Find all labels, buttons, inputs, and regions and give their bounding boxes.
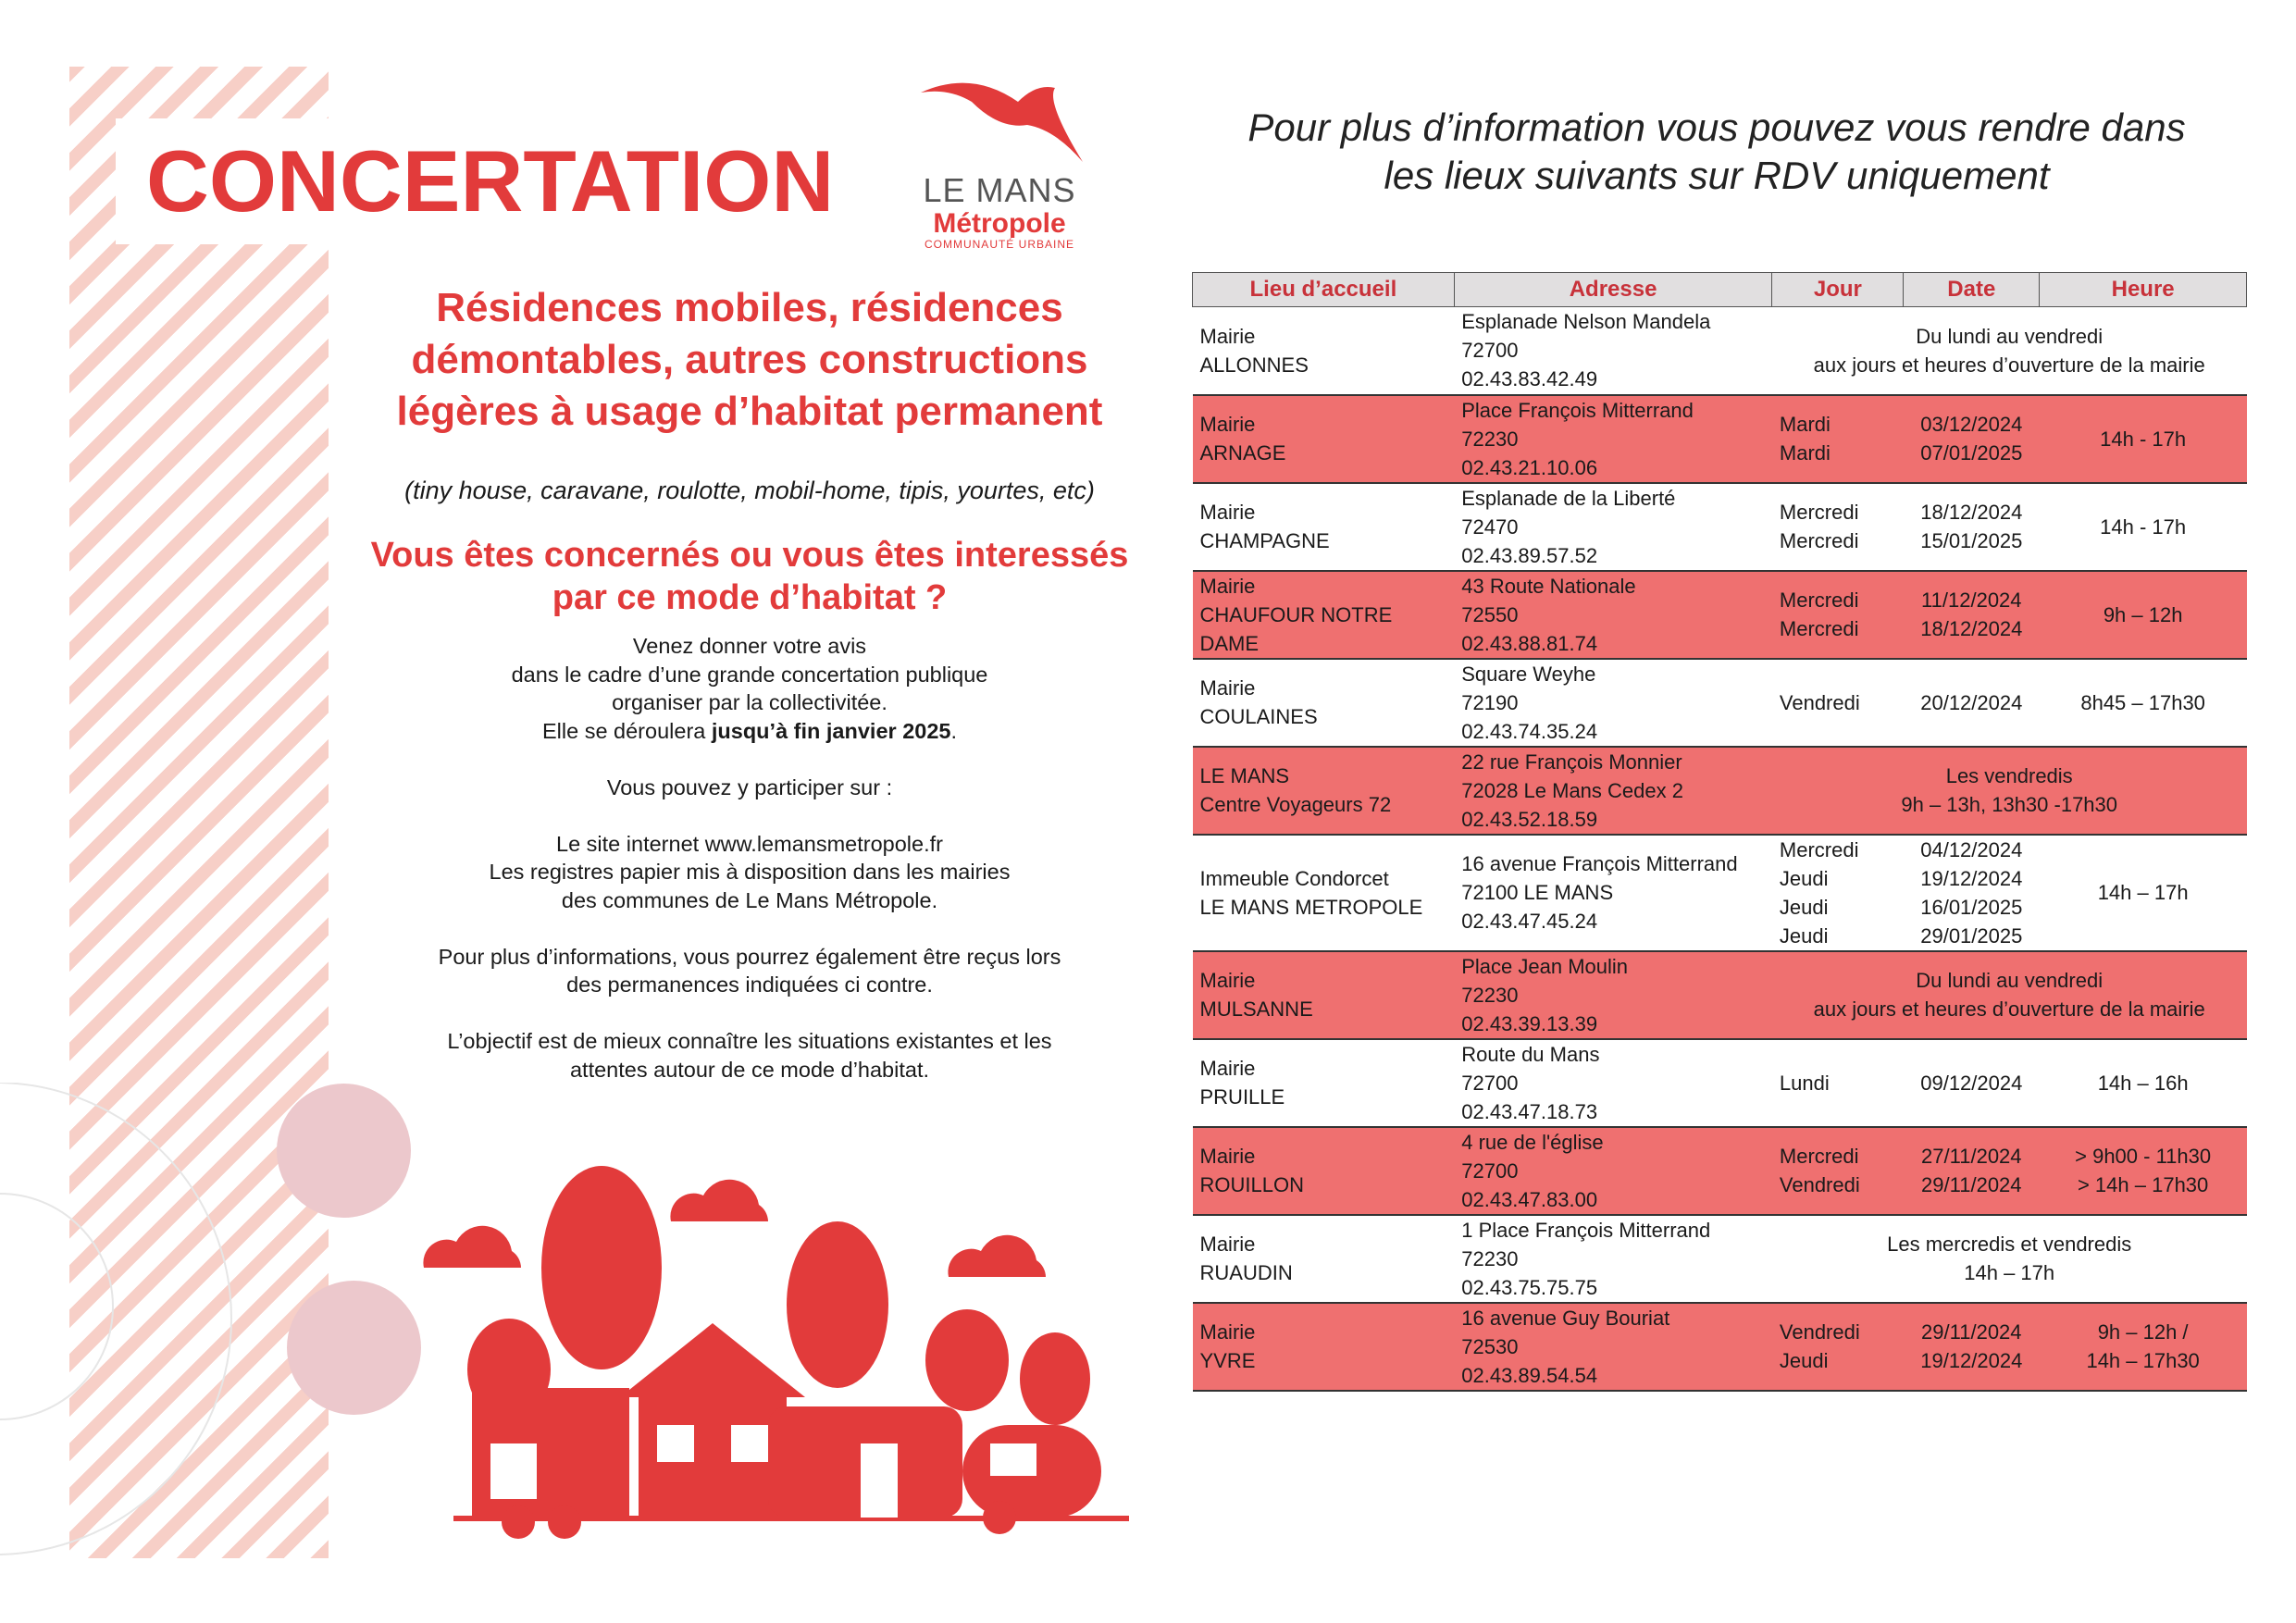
cell-jour <box>1772 1303 1904 1391</box>
cell-lieu <box>1193 951 1455 1039</box>
body-line: Venez donner votre avis <box>632 634 867 658</box>
lieu-line: ROUILLON <box>1199 1173 1304 1196</box>
adresse-line: 1 Place François Mitterrand <box>1461 1218 1711 1242</box>
jour-line: Mercredi <box>1779 588 1859 612</box>
tree-icon <box>541 1166 662 1369</box>
lieu-line: Mairie <box>1199 1320 1256 1344</box>
lieu-line: COULAINES <box>1199 705 1318 728</box>
cell-adresse <box>1454 1127 1772 1215</box>
cell-adresse <box>1454 1303 1772 1391</box>
adresse-line: Place Jean Moulin <box>1461 954 1629 978</box>
adresse-line: 72230 <box>1461 1246 1519 1270</box>
cell-heure <box>2040 1039 2247 1127</box>
cell-heure <box>2040 483 2247 571</box>
adresse-line: 02.43.52.18.59 <box>1461 807 1598 831</box>
header-adresse: Adresse <box>1454 273 1772 307</box>
text: Elle se déroulera <box>541 718 712 743</box>
lieu-line: Mairie <box>1199 969 1256 992</box>
merged-line: Du lundi au vendredi <box>1916 969 2104 992</box>
merged-line: Du lundi au vendredi <box>1916 324 2104 348</box>
info-heading-line: Pour plus d’information vous pouvez vous rendre dans <box>1247 105 2186 149</box>
body-line: Pour plus d’informations, vous pourrez également être reçus lors <box>438 944 1061 969</box>
heure-line: 14h – 17h30 <box>2086 1349 2200 1372</box>
body-line: des permanences indiquées ci contre. <box>566 973 933 997</box>
lieu-line: ARNAGE <box>1199 441 1286 465</box>
adresse-line: 02.43.89.57.52 <box>1461 543 1598 567</box>
cell-jour <box>1772 483 1904 571</box>
adresse-line: 72700 <box>1461 1158 1519 1183</box>
adresse-line: 02.43.88.81.74 <box>1461 631 1598 655</box>
merged-line: aux jours et heures d’ouverture de la mairie <box>1813 997 2205 1021</box>
adresse-line: 02.43.75.75.75 <box>1461 1275 1598 1299</box>
adresse-line: 72530 <box>1461 1334 1519 1358</box>
decorative-circle <box>277 1084 411 1218</box>
cell-merged <box>1772 307 2247 395</box>
deadline: jusqu’à fin janvier 2025 <box>711 718 951 743</box>
cell-heure <box>2040 571 2247 659</box>
jour-line: Jeudi <box>1779 1349 1829 1372</box>
merged-line: Les vendredis <box>1945 764 2073 787</box>
date-line: 03/12/2024 <box>1920 413 2023 436</box>
spacer <box>319 914 1180 943</box>
date-line: 09/12/2024 <box>1920 1071 2023 1095</box>
wheel-icon <box>502 1505 535 1539</box>
lieu-line: Centre Voyageurs 72 <box>1199 793 1392 816</box>
subtitle <box>319 282 1180 438</box>
date-line: 27/11/2024 <box>1921 1145 2022 1168</box>
date-line: 19/12/2024 <box>1920 866 2023 890</box>
table-row <box>1193 835 2247 951</box>
date-line: 11/12/2024 <box>1921 588 2022 612</box>
lieu-line: Mairie <box>1199 676 1256 700</box>
adresse-line: 72700 <box>1461 1071 1519 1095</box>
cell-lieu <box>1193 1215 1455 1303</box>
cell-date <box>1904 835 2040 951</box>
body-line: Vous pouvez y participer sur : <box>606 774 893 799</box>
adresse-line: 02.43.39.13.39 <box>1461 1011 1598 1035</box>
house-icon <box>620 1323 805 1397</box>
cell-lieu <box>1193 1039 1455 1127</box>
cell-lieu <box>1193 571 1455 659</box>
date-line: 18/12/2024 <box>1920 617 2023 640</box>
heure-line: 14h - 17h <box>2100 427 2187 451</box>
date-line: 29/11/2024 <box>1921 1320 2022 1344</box>
jour-line: Vendredi <box>1779 1173 1860 1196</box>
header-jour: Jour <box>1772 273 1904 307</box>
table-header-row <box>1193 273 2247 307</box>
info-heading <box>1194 104 2240 200</box>
cell-adresse <box>1454 747 1772 835</box>
jour-line: Mardi <box>1779 441 1831 465</box>
cell-lieu <box>1193 835 1455 951</box>
adresse-line: 02.43.47.83.00 <box>1461 1187 1598 1211</box>
adresse-line: 72190 <box>1461 690 1519 714</box>
adresse-line: 72700 <box>1461 339 1519 363</box>
jour-line: Mardi <box>1779 413 1831 436</box>
cell-adresse <box>1454 1039 1772 1127</box>
merged-line: aux jours et heures d’ouverture de la mairie <box>1813 353 2205 377</box>
cloud-icon <box>670 1180 768 1221</box>
le-mans-metropole-logo <box>912 74 1087 250</box>
adresse-line: Esplanade de la Liberté <box>1461 486 1676 510</box>
subtitle-line: légères à usage d’habitat permanent <box>396 389 1103 434</box>
heure-line: 9h – 12h / <box>2097 1320 2189 1344</box>
heure-line: 14h - 17h <box>2100 514 2187 539</box>
cell-adresse <box>1454 395 1772 483</box>
adresse-line: 4 rue de l'église <box>1461 1130 1604 1154</box>
body-line: organiser par la collectivitée. <box>612 690 887 714</box>
table-row <box>1193 951 2247 1039</box>
cell-jour <box>1772 835 1904 951</box>
adresse-line: Route du Mans <box>1461 1042 1600 1066</box>
logo-line-2: Métropole <box>933 208 1066 239</box>
body-line: des communes de Le Mans Métropole. <box>561 887 938 912</box>
table-row <box>1193 483 2247 571</box>
jour-line: Vendredi <box>1779 690 1860 714</box>
header-lieu: Lieu d’accueil <box>1193 273 1455 307</box>
cell-merged <box>1772 747 2247 835</box>
date-line: 29/01/2025 <box>1920 923 2023 948</box>
table-row <box>1193 571 2247 659</box>
jour-line: Vendredi <box>1779 1320 1860 1344</box>
cell-adresse <box>1454 483 1772 571</box>
merged-line: Les mercredis et vendredis <box>1887 1233 2132 1256</box>
lieu-line: Immeuble Condorcet <box>1199 866 1389 890</box>
lieu-line: YVRE <box>1199 1349 1256 1372</box>
spacer <box>319 745 1180 774</box>
body-line: Les registres papier mis à disposition dans les mairies <box>489 860 1011 884</box>
cell-adresse <box>1454 835 1772 951</box>
cell-date <box>1904 1303 2040 1391</box>
left-column <box>319 282 1180 1084</box>
adresse-line: 43 Route Nationale <box>1461 574 1636 598</box>
adresse-line: 72100 LE MANS <box>1461 881 1614 904</box>
question-line: Vous êtes concernés ou vous êtes interessés <box>370 536 1129 575</box>
cell-lieu <box>1193 1127 1455 1215</box>
cell-merged <box>1772 951 2247 1039</box>
cell-jour <box>1772 1127 1904 1215</box>
table-row <box>1193 747 2247 835</box>
jour-line: Lundi <box>1779 1071 1830 1095</box>
cell-lieu <box>1193 747 1455 835</box>
bird-logo-icon <box>916 74 1083 167</box>
heure-line: > 9h00 - 11h30 <box>2075 1145 2212 1168</box>
lieu-line: Mairie <box>1199 413 1256 436</box>
cell-adresse <box>1454 571 1772 659</box>
locations-table <box>1192 272 2247 1392</box>
cell-lieu <box>1193 1303 1455 1391</box>
cell-adresse <box>1454 951 1772 1039</box>
lieu-line: Mairie <box>1199 501 1256 524</box>
body-line: dans le cadre d’une grande concertation publique <box>511 662 988 687</box>
body-line: L’objectif est de mieux connaître les situations existantes et les <box>447 1029 1052 1053</box>
lieu-line: LE MANS <box>1199 764 1290 787</box>
cell-lieu <box>1193 307 1455 395</box>
header-heure: Heure <box>2040 273 2247 307</box>
adresse-line: 72028 Le Mans Cedex 2 <box>1461 778 1683 802</box>
jour-line: Mercredi <box>1779 529 1859 552</box>
cell-lieu <box>1193 395 1455 483</box>
lieu-line: MULSANNE <box>1199 997 1313 1021</box>
adresse-line: 02.43.47.18.73 <box>1461 1099 1598 1123</box>
lieu-line: Mairie <box>1199 1057 1256 1080</box>
lieu-line: ALLONNES <box>1199 353 1309 377</box>
date-line: 20/12/2024 <box>1920 690 2023 714</box>
table-row <box>1193 395 2247 483</box>
table-row <box>1193 659 2247 747</box>
text: . <box>950 718 958 743</box>
lieu-line: LE MANS METROPOLE <box>1199 895 1423 919</box>
examples-text: (tiny house, caravane, roulotte, mobil-home, tipis, yourtes, etc) <box>404 477 1095 504</box>
lieu-line: PRUILLE <box>1199 1085 1285 1109</box>
subtitle-line: Résidences mobiles, résidences <box>436 285 1063 330</box>
cell-heure <box>2040 395 2247 483</box>
jour-line: Jeudi <box>1779 895 1829 919</box>
date-line: 04/12/2024 <box>1920 837 2023 861</box>
merged-line: 14h – 17h <box>1964 1261 2055 1284</box>
cell-date <box>1904 659 2040 747</box>
adresse-line: 72470 <box>1461 514 1519 539</box>
cloud-icon <box>423 1226 521 1268</box>
cell-merged <box>1772 1215 2247 1303</box>
jour-line: Mercredi <box>1779 1145 1859 1168</box>
body-line: attentes autour de ce mode d’habitat. <box>569 1057 929 1082</box>
subtitle-line: démontables, autres constructions <box>411 337 1088 382</box>
header-date: Date <box>1904 273 2040 307</box>
adresse-line: 02.43.21.10.06 <box>1461 455 1598 479</box>
lieu-line: RUAUDIN <box>1199 1261 1293 1284</box>
website-line: Le site internet www.lemansmetropole.fr <box>556 831 943 856</box>
adresse-line: 02.43.74.35.24 <box>1461 719 1598 743</box>
lieu-line: CHAMPAGNE <box>1199 529 1330 552</box>
cell-jour <box>1772 659 1904 747</box>
cell-heure <box>2040 1303 2247 1391</box>
cell-heure <box>2040 659 2247 747</box>
cell-heure <box>2040 1127 2247 1215</box>
adresse-line: 02.43.83.42.49 <box>1461 367 1598 391</box>
body-line <box>319 717 1180 746</box>
cell-date <box>1904 1039 2040 1127</box>
tree-icon <box>787 1221 888 1388</box>
adresse-line: Square Weyhe <box>1461 662 1596 686</box>
jour-line: Mercredi <box>1779 617 1859 640</box>
logo-line-1: LE MANS <box>923 171 1076 209</box>
lieu-line: Mairie <box>1199 1233 1256 1256</box>
spacer <box>319 999 1180 1028</box>
cell-lieu <box>1193 483 1455 571</box>
merged-line: 9h – 13h, 13h30 -17h30 <box>1901 793 2118 816</box>
tree-icon <box>925 1309 1009 1411</box>
cell-heure <box>2040 835 2247 951</box>
decorative-circle <box>287 1281 421 1415</box>
jour-line: Jeudi <box>1779 923 1829 948</box>
lieu-line: CHAUFOUR NOTRE <box>1199 602 1393 626</box>
cell-jour <box>1772 395 1904 483</box>
date-line: 29/11/2024 <box>1921 1173 2022 1196</box>
question-heading <box>319 534 1180 619</box>
jour-line: Mercredi <box>1779 837 1859 861</box>
adresse-line: 72550 <box>1461 602 1519 626</box>
heure-line: 14h – 17h <box>2097 881 2189 904</box>
cell-lieu <box>1193 659 1455 747</box>
heure-line: > 14h – 17h30 <box>2077 1173 2209 1196</box>
adresse-line: 16 avenue Guy Bouriat <box>1461 1306 1670 1330</box>
lieu-line: Mairie <box>1199 1145 1256 1168</box>
adresse-line: 72230 <box>1461 427 1519 451</box>
page-title: CONCERTATION <box>146 132 835 229</box>
adresse-line: Esplanade Nelson Mandela <box>1461 310 1711 334</box>
date-line: 19/12/2024 <box>1920 1349 2023 1372</box>
decorative-circles <box>0 1083 241 1564</box>
date-line: 16/01/2025 <box>1920 895 2023 919</box>
lieu-line: DAME <box>1199 631 1260 655</box>
tree-icon <box>1020 1332 1090 1425</box>
question-line: par ce mode d’habitat ? <box>552 578 948 617</box>
table-row <box>1193 1127 2247 1215</box>
info-heading-line: les lieux suivants sur RDV uniquement <box>1384 154 2050 197</box>
body-text <box>319 632 1180 1084</box>
cell-date <box>1904 1127 2040 1215</box>
table-row <box>1193 307 2247 395</box>
adresse-line: 16 avenue François Mitterrand <box>1461 852 1738 875</box>
adresse-line: 02.43.89.54.54 <box>1461 1363 1598 1387</box>
cell-date <box>1904 483 2040 571</box>
cell-jour <box>1772 571 1904 659</box>
table-row <box>1193 1303 2247 1391</box>
heure-line: 9h – 12h <box>2103 602 2183 626</box>
table-row <box>1193 1215 2247 1303</box>
cell-date <box>1904 571 2040 659</box>
logo-line-3: COMMUNAUTÉ URBAINE <box>924 238 1074 251</box>
housing-illustration <box>416 1147 1138 1555</box>
date-line: 15/01/2025 <box>1920 529 2023 552</box>
adresse-line: Place François Mitterrand <box>1461 398 1694 422</box>
cell-adresse <box>1454 307 1772 395</box>
cell-date <box>1904 395 2040 483</box>
adresse-line: 02.43.47.45.24 <box>1461 910 1598 933</box>
adresse-line: 22 rue François Monnier <box>1461 750 1682 774</box>
date-line: 18/12/2024 <box>1920 501 2023 524</box>
cloud-icon <box>948 1235 1046 1277</box>
jour-line: Mercredi <box>1779 501 1859 524</box>
lieu-line: Mairie <box>1199 324 1256 348</box>
table-row <box>1193 1039 2247 1127</box>
wheel-icon <box>548 1505 581 1539</box>
cell-jour <box>1772 1039 1904 1127</box>
adresse-line: 72230 <box>1461 983 1519 1007</box>
jour-line: Jeudi <box>1779 866 1829 890</box>
spacer <box>319 801 1180 830</box>
cell-adresse <box>1454 659 1772 747</box>
heure-line: 8h45 – 17h30 <box>2080 690 2205 714</box>
heure-line: 14h – 16h <box>2097 1071 2189 1095</box>
lieu-line: Mairie <box>1199 574 1256 598</box>
cell-adresse <box>1454 1215 1772 1303</box>
date-line: 07/01/2025 <box>1920 441 2023 465</box>
